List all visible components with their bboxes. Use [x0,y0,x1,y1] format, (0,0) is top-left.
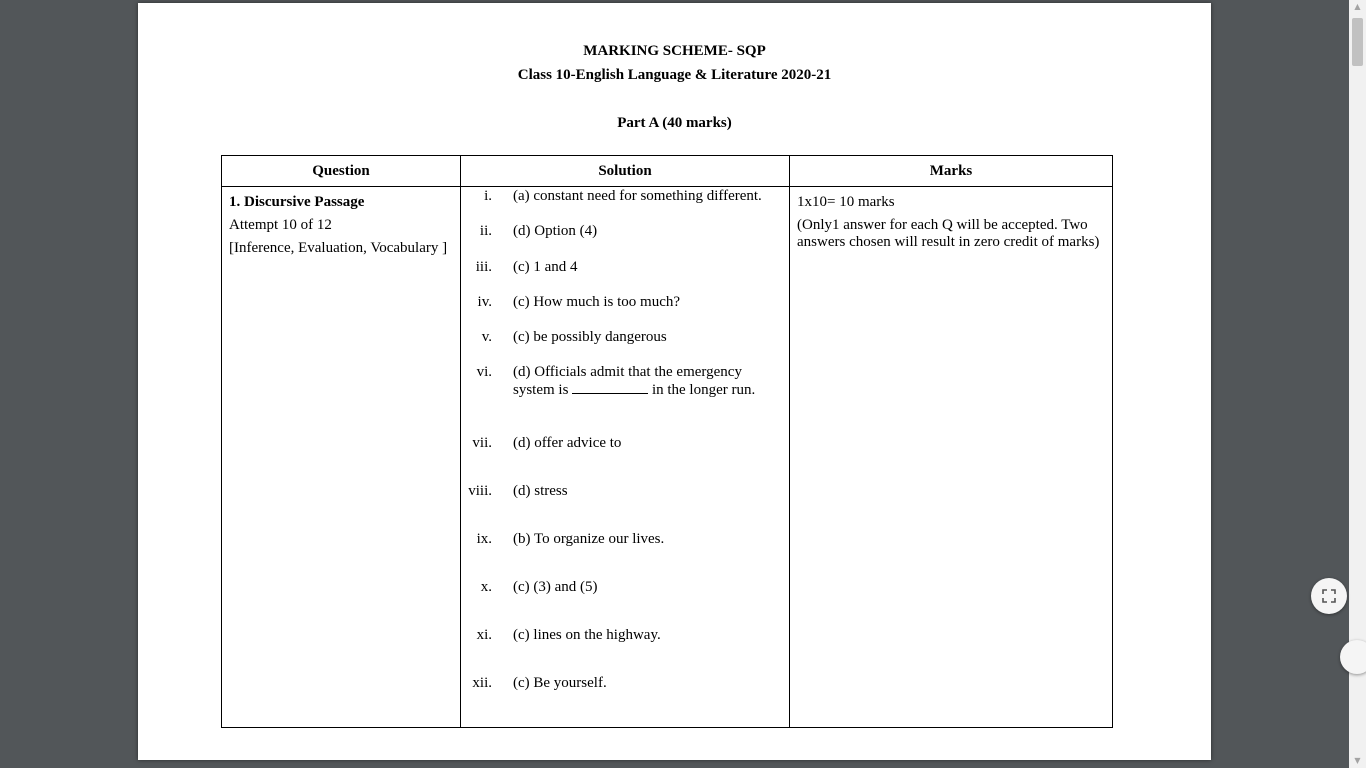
solution-text-part: in the longer run. [651,382,756,398]
solution-text: (c) 1 and 4 [513,259,578,275]
solution-number: x. [480,579,492,595]
solution-text: (d) offer advice to [513,435,622,451]
solution-text: (c) (3) and (5) [513,579,598,595]
solution-text-part: (d) Officials admit that the emergency system is [513,364,742,398]
marks-note: (Only1 answer for each Q will be accepted. Two answers chosen will result in zero credit of marks) [797,217,1100,250]
marks-total: 1x10= 10 marks [797,194,895,210]
side-panel-button[interactable] [1340,640,1366,674]
part-heading: Part A (40 marks) [617,115,732,131]
solution-text: (d) stress [513,483,568,499]
table-row [222,187,1113,728]
solution-number: ix. [476,531,492,547]
question-skills: [Inference, Evaluation, Vocabulary ] [229,240,448,256]
solution-number: xii. [472,675,492,691]
solution-text: (c) be possibly dangerous [513,329,667,345]
solution-text: (d) Option (4) [513,223,598,239]
fill-blank [572,381,648,394]
solution-number: ii. [479,223,492,239]
document-title: MARKING SCHEME- SQP [583,43,766,59]
question-cell [222,187,461,728]
header-marks: Marks [790,156,1113,187]
solution-number: vi. [476,364,492,380]
solution-number: iii. [475,259,492,275]
fit-to-page-button[interactable] [1311,578,1347,614]
solution-text: (a) constant need for something different. [513,188,762,204]
scroll-down-arrow-icon[interactable]: ▼ [1354,756,1361,765]
header-solution: Solution [461,156,790,187]
marking-scheme-table [221,155,1113,728]
scroll-up-arrow-icon[interactable]: ▲ [1354,2,1361,11]
question-attempt: Attempt 10 of 12 [229,217,332,233]
table-header-row [222,156,1113,187]
document-subtitle: Class 10-English Language & Literature 2020-21 [517,67,832,83]
solution-text: (c) lines on the highway. [513,627,661,643]
solution-text: (c) Be yourself. [513,675,607,691]
solution-cell [461,187,790,728]
question-heading: 1. Discursive Passage [229,194,365,210]
solution-number: i. [484,188,492,204]
solution-number: vii. [472,435,492,451]
solution-text [513,363,785,399]
solution-number: xi. [476,627,492,643]
solution-text: (b) To organize our lives. [513,531,665,547]
solution-number: v. [481,329,492,345]
solution-text: (c) How much is too much? [513,294,681,310]
fit-to-page-icon [1322,589,1336,603]
solution-number: iv. [477,294,492,310]
marks-cell [790,187,1113,728]
solution-number: viii. [468,483,492,499]
pdf-page [138,3,1211,760]
scroll-thumb[interactable] [1352,18,1363,66]
header-question: Question [222,156,461,187]
